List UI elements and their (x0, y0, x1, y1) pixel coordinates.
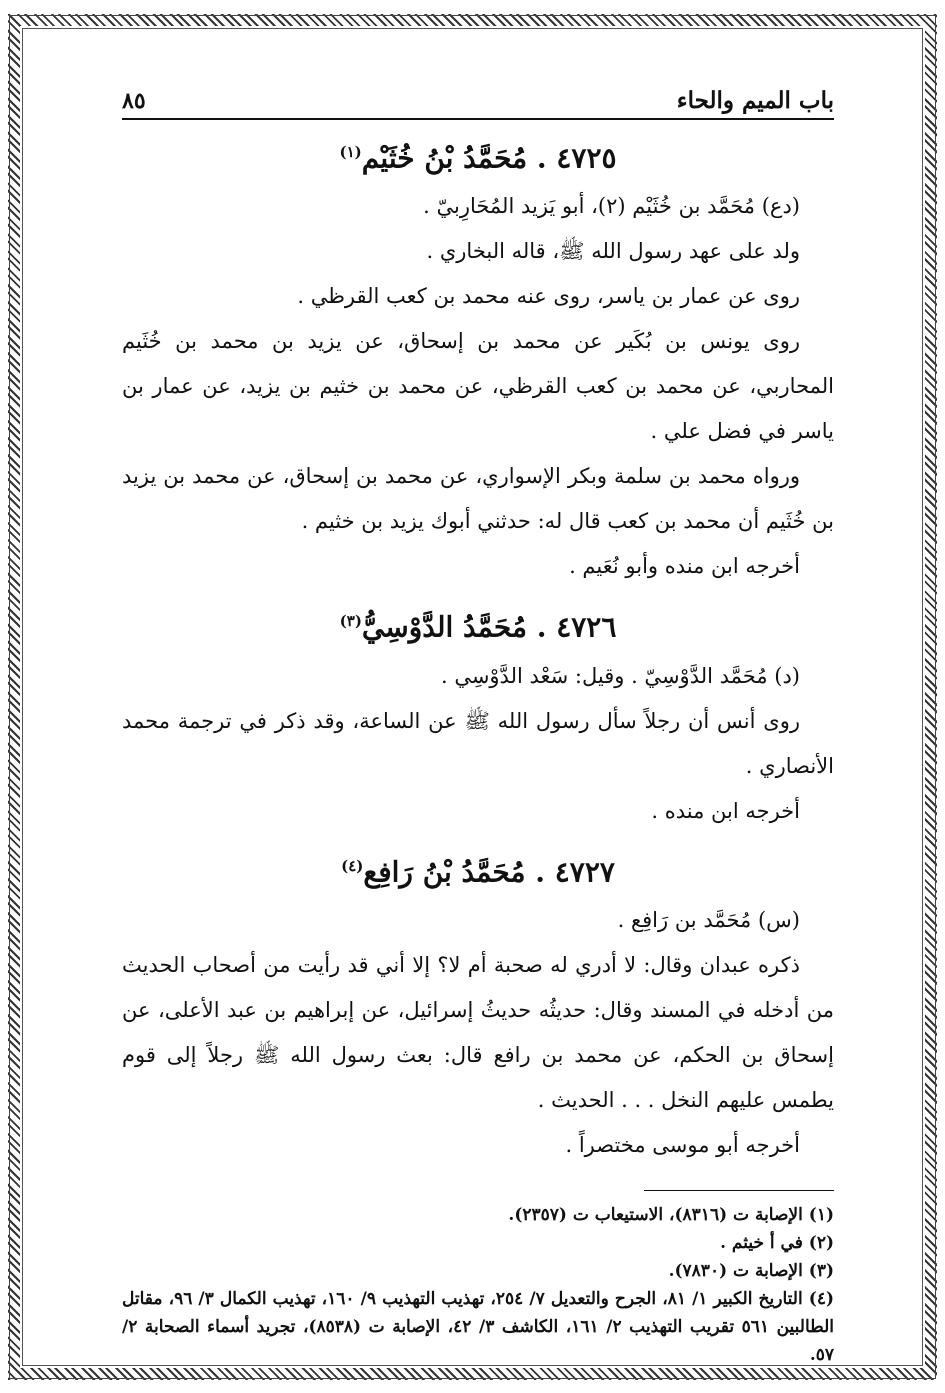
paragraph: روى يونس بن بُكَير عن محمد بن إسحاق، عن يزيد بن محمد بن خُثَيم المحاربي، عن محمد بن كعب القرظي، عن محمد بن خثيم بن يزيد، عن عمار بن ياسر في فضل علي . (122, 329, 834, 444)
entry-title: ٤٧٢٦ . مُحَمَّدُ الدَّوْسِيُّ$^{(٣)}$ (339, 610, 617, 644)
paragraph: (د) مُحَمَّد الدَّوْسِيّ . وقيل: سَعْد الدَّوْسِي . (440, 663, 800, 688)
footnote-ref: (٤) (341, 856, 364, 875)
footnote: (٣) الإصابة ت (٧٨٣٠). (668, 1260, 834, 1281)
page-content (122, 80, 834, 1369)
footnote-ref: (٣) (339, 612, 362, 631)
paragraph: روى أنس أن رجلاً سأل رسول الله ﷺ عن الساعة، وقد ذكر في ترجمة محمد الأنصاري . (122, 708, 834, 778)
paragraph: ذكره عبدان وقال: لا أدري له صحبة أم لا؟ إلا أني قد رأيت من أصحاب الحديث من أدخله في المسند وقال: حديثُه حديثُ إسرائيل، عن إبراهيم بن عبد الأعلى، عن إسحاق بن الحكم، عن محمد بن رافع قال: بعث رسول الله ﷺ رجلاً إلى قوم يطمس عليهم النخل . . . الحديث . (122, 952, 834, 1112)
chapter-title: باب الميم والحاء (676, 87, 834, 114)
entry (122, 601, 834, 833)
footnote: (١) الإصابة ت (٨٣١٦)، الاستيعاب ت (٢٣٥٧). (508, 1204, 834, 1225)
footnotes (122, 1201, 834, 1369)
entry-title: ٤٧٢٧ . مُحَمَّدُ بْنُ رَافِع$^{(٤)}$ (341, 854, 615, 888)
page-number: ٨٥ (122, 88, 146, 114)
paragraph: أخرجه أبو موسى مختصراً . (565, 1132, 800, 1157)
footnote: (٢) في أ خيثم . (720, 1232, 834, 1253)
paragraph: روى عن عمار بن ياسر، روى عنه محمد بن كعب القرظي . (297, 284, 800, 309)
entry (122, 846, 834, 1168)
paragraph: (دع) مُحَمَّد بن خُثَيْم (٢)، أبو يَزيد المُحَارِبيّ . (423, 194, 800, 219)
footnote: (٤) التاريخ الكبير ١/ ٨١، الجرح والتعديل ٧/ ٢٥٤، تهذيب التهذيب ٩/ ١٦٠، تهذيب الكمال ٣/ ٩٦، مقاتل الطالبين ٥٦١ تقريب التهذيب ٢/ ١٦١، الكاشف ٣/ ٤٢، الإصابة ت (٨٥٣٨)، تجريد أسماء الصحابة ٢/ ٥٧. (122, 1288, 835, 1365)
entry (122, 132, 834, 589)
footnote-ref: (١) (339, 143, 362, 161)
entry-title: ٤٧٢٥ . مُحَمَّدُ بْنُ خُثَيْم$^{(١)}$ (339, 141, 617, 175)
paragraph: ولد على عهد رسول الله ﷺ، قاله البخاري . (426, 239, 800, 264)
paragraph: أخرجه ابن منده وأبو نُعَيم . (569, 554, 800, 579)
running-header (122, 80, 834, 120)
paragraph: ورواه محمد بن سلمة وبكر الإسواري، عن محمد بن إسحاق، عن محمد بن يزيد بن خُثَيم أن محمد بن كعب قال له: حدثني أبوك يزيد بن خثيم . (122, 464, 834, 534)
paragraph: (س) مُحَمَّد بن رَافِع . (617, 907, 800, 932)
paragraph: أخرجه ابن منده . (651, 798, 800, 823)
footnote-separator (644, 1190, 834, 1191)
